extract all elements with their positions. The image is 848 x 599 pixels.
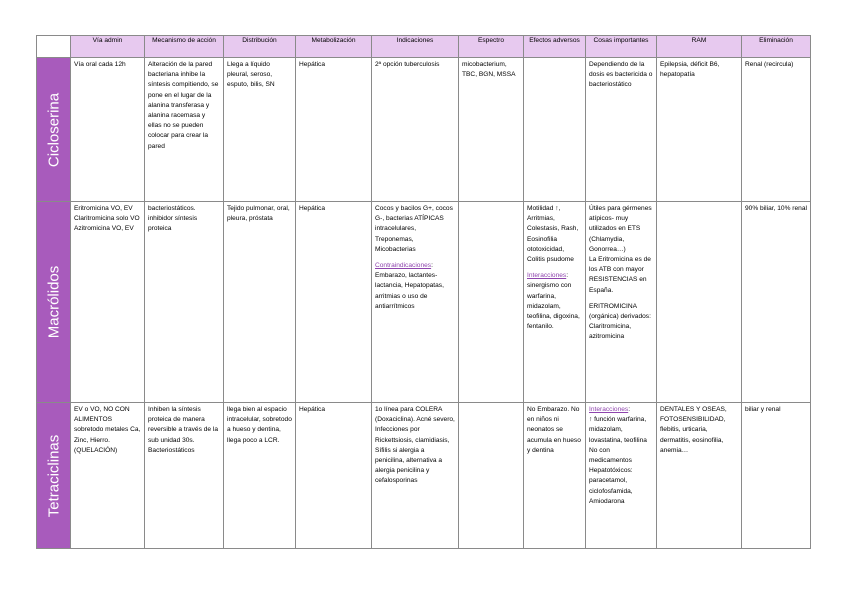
header-eliminacion: Eliminación bbox=[742, 36, 811, 58]
cell-cosas: Interacciones: ↑ función warfarina, midazolam, lovastatina, teofilina No con medicamentos Hepatotóxicos: paracetamol, ciclofosfamida, Amiodarona bbox=[586, 403, 657, 549]
table-row bbox=[37, 58, 811, 202]
efectos-text: Motilidad ↑, Arritmias, Colestasis, Rash, Eosinofilia ototoxicidad, Colitis psudome bbox=[527, 205, 579, 264]
cell-distribucion: Llega a líquido pleural, seroso, esputo, bilis, SN bbox=[224, 58, 296, 202]
cell-metabolizacion: Hepática bbox=[296, 202, 372, 403]
cell-ram: Epilepsia, déficit B6, hepatopatía bbox=[657, 58, 742, 202]
indicaciones-text: Cocos y bacilos G+, cocos G-, bacterias ATÍPICAS intracelulares, Treponemas, Micobacterias bbox=[375, 205, 453, 253]
cell-mecanismo: Alteración de la pared bacteriana inhibe la síntesis compitiendo, se pone en el lugar de la alanina transferasa y alanina racemasa y ellas no se pueden colocar para crear la pared bbox=[145, 58, 224, 202]
cell-efectos bbox=[524, 58, 586, 202]
row-label: Tetraciclinas bbox=[45, 434, 62, 517]
interacciones-label: Interacciones bbox=[589, 406, 629, 413]
cell-cosas: Dependiendo de la dosis es bactericida o bacteriostático bbox=[586, 58, 657, 202]
row-label: Macrólidos bbox=[45, 265, 62, 339]
contraindicaciones-text: Embarazo, lactantes-lactancia, Hepatopatas, arritmias o uso de antiarrítmicos bbox=[375, 272, 444, 310]
header-efectos: Efectos adversos bbox=[524, 36, 586, 58]
cell-cosas bbox=[586, 202, 657, 403]
cell-metabolizacion: Hepática bbox=[296, 58, 372, 202]
cell-espectro: micobacterium, TBC, BGN, MSSA bbox=[459, 58, 524, 202]
header-distribucion: Distribución bbox=[224, 36, 296, 58]
table-row bbox=[37, 403, 811, 549]
cell-via: Vía oral cada 12h bbox=[71, 58, 145, 202]
cell-metabolizacion: Hepática bbox=[296, 403, 372, 549]
header-espectro: Espectro bbox=[459, 36, 524, 58]
cell-indicaciones: Cocos y bacilos G+, cocos G-, bacterias ATÍPICAS intracelulares, Treponemas, Micobacterias Contraindicaciones: Embarazo, lactantes-lactancia, Hepatopatas, arritmias o uso de antiarrítmicos bbox=[372, 202, 459, 403]
cosas-text: Útiles para gérmenes atípicos- muy utilizados en ETS (Chlamydia, Gonorrea…) La Eritromicina es de los ATB con mayor RESISTENCIAS en España. bbox=[589, 205, 652, 294]
cell-mecanismo: Inhiben la síntesis proteica de manera reversible a través de la sub unidad 30s. Bacteriostáticos bbox=[145, 403, 224, 549]
cell-efectos: No Embarazo. No en niños ni neonatos se acumula en hueso y dentina bbox=[524, 403, 586, 549]
cell-via: EV o VO, NO CON ALIMENTOS sobretodo metales Ca, Zinc, Hierro. (QUELACIÓN) bbox=[71, 403, 145, 549]
header-mecanismo: Mecanismo de acción bbox=[145, 36, 224, 58]
row-label-cell bbox=[37, 403, 71, 549]
pharmacology-table bbox=[36, 35, 811, 549]
cosas-extra-text: ERITROMICINA (orgánica) derivados: Claritromicina, azitromicina bbox=[589, 302, 651, 341]
row-label: Cicloserina bbox=[45, 92, 62, 167]
cell-indicaciones: 1o línea para COLERA (Doxaciclina). Acné severo, Infecciones por Rickettsiosis, clamidiasis, Sífilis si alergia a penicilina, alternativa a alergia penicilina y cefalosporinas bbox=[372, 403, 459, 549]
cell-distribucion: Tejido pulmonar, oral, pleura, próstata bbox=[224, 202, 296, 403]
header-metabolizacion: Metabolización bbox=[296, 36, 372, 58]
cell-via-text: Eritromicina VO, EV Claritromicina solo VO Azitromicina VO, EV bbox=[74, 205, 140, 233]
cell-indicaciones: 2ª opción tuberculosis bbox=[372, 58, 459, 202]
contraindicaciones-label: Contraindicaciones bbox=[375, 262, 432, 270]
cell-espectro bbox=[459, 202, 524, 403]
header-row bbox=[37, 36, 811, 58]
interacciones-label: Interacciones bbox=[527, 272, 567, 280]
row-label-cell bbox=[37, 202, 71, 403]
interacciones-text: sinergismo con warfarina, midazolam, teofilina, digoxina, fentanilo. bbox=[527, 282, 580, 331]
cell-ram bbox=[657, 202, 742, 403]
cell-mecanismo: bacteriostáticos. inhibidor síntesis proteica bbox=[145, 202, 224, 403]
cell-espectro bbox=[459, 403, 524, 549]
table-row bbox=[37, 202, 811, 403]
cell-ram: DENTALES Y OSEAS, FOTOSENSIBILIDAD, flebitis, urticaria, dermatitis, eosinofilia, anemia… bbox=[657, 403, 742, 549]
cell-eliminacion: Renal (recircula) bbox=[742, 58, 811, 202]
header-indicaciones: Indicaciones bbox=[372, 36, 459, 58]
cell-via bbox=[71, 202, 145, 403]
row-label-cell bbox=[37, 58, 71, 202]
header-via-admin: Vía admin bbox=[71, 36, 145, 58]
header-cosas: Cosas importantes bbox=[586, 36, 657, 58]
cell-efectos: Motilidad ↑, Arritmias, Colestasis, Rash, Eosinofilia ototoxicidad, Colitis psudome Interacciones: sinergismo con warfarina, midazolam, teofilina, digoxina, fentanilo. bbox=[524, 202, 586, 403]
cell-eliminacion: 90% biliar, 10% renal bbox=[742, 202, 811, 403]
corner-cell bbox=[37, 36, 71, 58]
cell-eliminacion: biliar y renal bbox=[742, 403, 811, 549]
header-ram: RAM bbox=[657, 36, 742, 58]
cell-distribucion: llega bien al espacio intracelular, sobretodo a hueso y dentina, llega poco a LCR. bbox=[224, 403, 296, 549]
interacciones-text: ↑ función warfarina, midazolam, lovastatina, teofilina No con medicamentos Hepatotóxicos: paracetamol, ciclofosfamida, Amiodarona bbox=[589, 416, 647, 505]
